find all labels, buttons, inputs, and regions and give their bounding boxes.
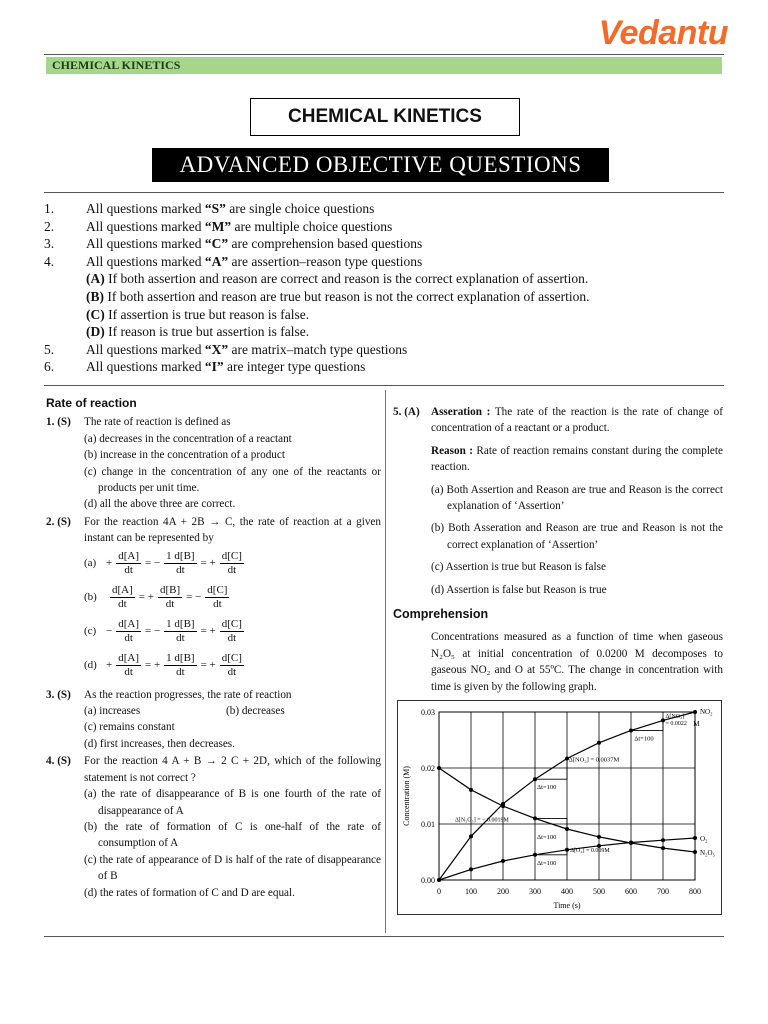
data-point xyxy=(629,841,633,845)
assertion-option: (B) If both assertion and reason are true but reason is not the correct explanation of assertion. xyxy=(86,288,590,304)
chart-svg xyxy=(397,700,722,915)
question-5: 5. (A) Asseration : The rate of the reaction is the rate of change of concentration of a reactant or a product. xyxy=(393,406,724,435)
question-2: 2. (S) For the reaction 4A + 2B → C, the rate of reaction at a given instant can be represented by xyxy=(46,515,381,545)
x-tick-label: 700 xyxy=(657,887,669,896)
comprehension-text: Concentrations measured as a function of time when gaseous N₂O₅ at initial concentration of 0.0200 M decomposes to gaseous NO₂ and O at 55ºC. The change in concentration with time is given by the following graph. xyxy=(431,631,723,693)
option: (b) the rate of formation of C is one-half of the rate of consumption of A xyxy=(84,820,381,850)
question-3: 3. (S) As the reaction progresses, the rate of reaction xyxy=(46,688,292,701)
data-point xyxy=(597,741,601,745)
comprehension-heading: Comprehension xyxy=(393,607,489,622)
option: (d) the rates of formation of C and D are equal. xyxy=(84,886,295,899)
option: (a) Both Assertion and Reason are true and Reason is the correct explanation of ‘Assertion’ xyxy=(431,483,723,513)
delta-t-label: Δt=100 xyxy=(634,735,654,743)
header-rule xyxy=(44,54,724,55)
x-tick-label: 200 xyxy=(497,887,509,896)
option: (a) the rate of disappearance of B is one fourth of the rate of disappearance of A xyxy=(84,788,381,817)
x-axis-label: Time (s) xyxy=(553,901,581,910)
instruction-item: 5. All questions marked “X” are matrix–match type questions xyxy=(44,341,408,357)
option: (b) increase in the concentration of a product xyxy=(84,449,285,462)
right-column xyxy=(393,403,723,701)
delta-t-label: Δt=100 xyxy=(537,859,557,867)
option: (c) remains constant xyxy=(84,721,175,734)
rate-equation-option: (a) + $\frac{d[A]}{dt}$ = − $\frac{1 d[B]}{dt}$ = + $\frac{d[C]}{dt}$ xyxy=(84,550,242,577)
x-tick-label: 400 xyxy=(561,887,573,896)
option-pair: (a) increases (b) decreases xyxy=(84,705,285,718)
data-point xyxy=(693,850,697,854)
question-1: 1. (S) The rate of reaction is defined as xyxy=(46,416,231,429)
data-point xyxy=(469,867,473,871)
data-point xyxy=(661,838,665,842)
delta-no2-late-label: Δ[NO₂] xyxy=(665,714,685,720)
assertion-option: (D) If reason is true but assertion is false. xyxy=(86,324,310,340)
page-title: CHEMICAL KINETICS xyxy=(250,98,520,136)
delta-n2o5-label: Δ[N₂O₅] = − 0.0019M xyxy=(455,817,509,824)
data-point xyxy=(661,846,665,850)
section-rule-middle xyxy=(44,385,724,386)
data-point xyxy=(437,878,441,882)
x-tick-label: 500 xyxy=(593,887,605,896)
option: (d) first increases, then decreases. xyxy=(84,737,235,750)
chapter-banner: CHEMICAL KINETICS xyxy=(46,57,722,74)
q5-options xyxy=(393,482,723,598)
instruction-item: 6. All questions marked “I” are integer type questions xyxy=(44,359,366,375)
assertion-option: (A) If both assertion and reason are correct and reason is the correct explanation of assertion. xyxy=(86,271,589,287)
series-label-n2o5: N₂O₅ xyxy=(700,849,715,857)
section-rule-top xyxy=(44,192,724,193)
page-subtitle: ADVANCED OBJECTIVE QUESTIONS xyxy=(152,148,609,182)
x-tick-label: 800 xyxy=(689,887,701,896)
section-heading: Rate of reaction xyxy=(46,396,137,410)
data-point xyxy=(437,766,441,770)
option: (c) the rate of appearance of D is half of the rate of disappearance of B xyxy=(84,853,381,883)
y-tick-label: 0.03 xyxy=(421,708,435,717)
y-axis-label: Concentration (M) xyxy=(402,766,411,826)
data-point xyxy=(501,859,505,863)
left-column xyxy=(46,395,381,901)
instruction-item: 4. All questions marked “A” are assertion–reason type questions xyxy=(44,253,423,269)
x-tick-label: 0 xyxy=(437,887,441,896)
vedantu-logo: Vedantu xyxy=(598,14,728,52)
delta-o2-label: Δ[O₂] = 0.009M xyxy=(570,847,610,854)
delta-no2-late-value: = 0.0022 xyxy=(665,721,687,727)
data-point xyxy=(469,788,473,792)
data-point xyxy=(693,710,697,714)
option: (d) Assertion is false but Reason is true xyxy=(431,583,607,596)
series-label-o2: O₂ xyxy=(700,835,708,843)
y-tick-label: 0.00 xyxy=(421,876,435,885)
rate-equation-option: (d) + $\frac{d[A]}{dt}$ = + $\frac{1 d[B]}{dt}$ = + $\frac{d[C]}{dt}$ xyxy=(84,652,242,679)
delta-t-label: Δt=100 xyxy=(537,834,557,842)
footer-rule xyxy=(44,936,724,937)
instructions-list xyxy=(44,200,734,376)
data-point xyxy=(693,836,697,840)
assertion-option: (C) If assertion is true but reason is false. xyxy=(86,306,310,322)
option: (c) Assertion is true but Reason is false xyxy=(431,561,606,574)
unit-label: M xyxy=(693,720,700,729)
instruction-item: 2. All questions marked “M” are multiple choice questions xyxy=(44,218,393,234)
option: (a) decreases in the concentration of a reactant xyxy=(84,432,292,445)
instruction-item: 1. All questions marked “S” are single choice questions xyxy=(44,201,375,216)
rate-equation-option: (c) − $\frac{d[A]}{dt}$ = − $\frac{1 d[B]}{dt}$ = + $\frac{d[C]}{dt}$ xyxy=(84,618,242,645)
question-4: 4. (S) For the reaction 4 A + B → 2 C + 2D, which of the following statement is not correct ? xyxy=(46,755,381,784)
reason-text: Reason : Rate of reaction remains constant during the complete reaction. xyxy=(431,444,723,474)
instruction-item: 3. All questions marked “C” are comprehension based questions xyxy=(44,236,423,252)
option: (c) change in the concentration of any one of the reactants or products per unit time. xyxy=(84,465,381,495)
delta-no2-label: Δ[NO₂] = 0.0037M xyxy=(568,756,620,764)
data-point xyxy=(501,804,505,808)
series-label-no2: NO₂ xyxy=(700,708,713,716)
concentration-time-chart xyxy=(397,700,722,915)
y-tick-label: 0.02 xyxy=(421,764,435,773)
x-tick-label: 300 xyxy=(529,887,541,896)
x-tick-label: 600 xyxy=(625,887,637,896)
delta-t-label: Δt=100 xyxy=(537,784,557,792)
column-divider xyxy=(385,390,386,933)
option: (b) Both Asseration and Reason are true and Reason is not the correct explanation of ‘Assertion’ xyxy=(431,522,723,551)
option: (d) all the above three are correct. xyxy=(84,498,236,511)
x-tick-label: 100 xyxy=(465,887,477,896)
y-tick-label: 0.01 xyxy=(421,820,435,829)
data-point xyxy=(597,835,601,839)
rate-equation-option: (b) $\frac{d[A]}{dt}$ = + $\frac{d[B]}{dt}$ = − $\frac{d[C]}{dt}$ xyxy=(84,584,228,611)
data-point xyxy=(469,834,473,838)
